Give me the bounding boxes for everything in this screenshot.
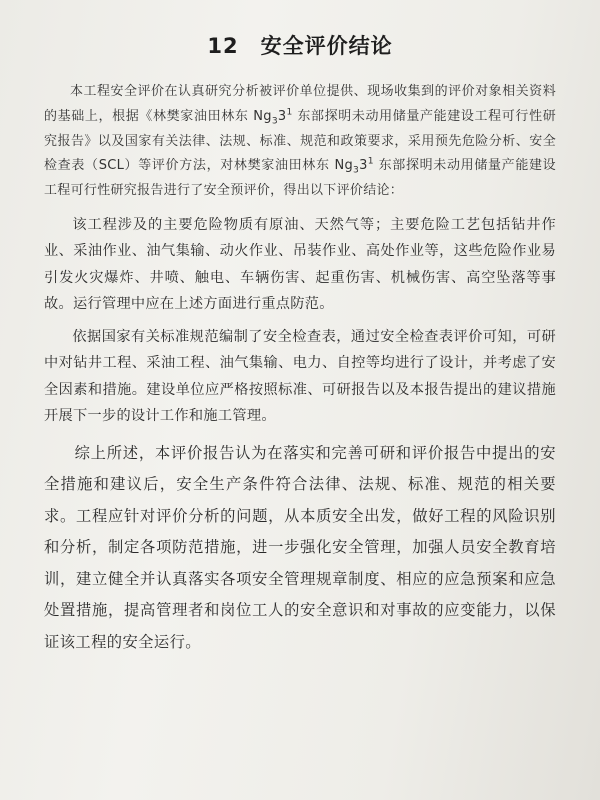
section-heading <box>44 30 556 60</box>
intro-text-part: 本工程安全评价在认真研究分析被评价单位提供、现场收集到的评价对象相关资料的基础上，根据《林樊家油田林东 Ng <box>44 84 556 124</box>
paragraph-checklist: 依据国家有关标准规范编制了安全检查表，通过安全检查表评价可知，可研中对钻井工程、采油工程、油气集输、电力、自控等均进行了设计，并考虑了安全因素和措施。建设单位应严格按照标准、可研报告以及本报告提出的建议措施开展下一步的设计工作和施工管理。 <box>44 328 556 425</box>
paragraph-conclusion: 综上所述，本评价报告认为在落实和完善可研和评价报告中提出的安全措施和建议后，安全生产条件符合法律、法规、标准、规范的相关要求。工程应针对评价分析的问题，从本质安全出发，做好工程的风险识别和分析，制定各项防范措施，进一步强化安全管理，加强人员安全教育培训，建立健全并认真落实各项安全管理规章制度、相应的应急预案和应急处置措施，提高管理者和岗位工人的安全意识和对事故的应变能力，以保证该工程的安全运行。 <box>44 443 556 651</box>
intro-text-part: 3 <box>359 158 368 174</box>
subscript: 3 <box>353 165 360 176</box>
section-title: 安全评价结论 <box>260 34 393 58</box>
intro-text-part: 东部探明未动用储量产能建设工程可行性研究报告进行了安全预评价，得出以下评价结论： <box>44 158 556 199</box>
intro-text-part: 3 <box>277 108 287 124</box>
intro-text-part: 东部探明未动用储量产能建设工程可行性研究报告》以及国家有关法律、法规、标准、规范和政策要求，采用预先危险分析、安全检查表（SCL）等评价方法，对林樊家油田林东 Ng <box>44 108 556 174</box>
paragraph-intro <box>44 80 556 204</box>
paragraph-hazards: 该工程涉及的主要危险物质有原油、天然气等；主要危险工艺包括钻井作业、采油作业、油气集输、动火作业、吊装作业、高处作业等，这些危险作业易引发火灾爆炸、井喷、触电、车辆伤害、起重伤害、机械伤害、高空坠落等事故。运行管理中应在上述方面进行重点防范。 <box>44 216 556 313</box>
superscript: 1 <box>367 157 374 168</box>
subscript: 3 <box>271 116 278 127</box>
superscript: 1 <box>286 107 293 118</box>
section-number: 12 <box>207 34 239 58</box>
